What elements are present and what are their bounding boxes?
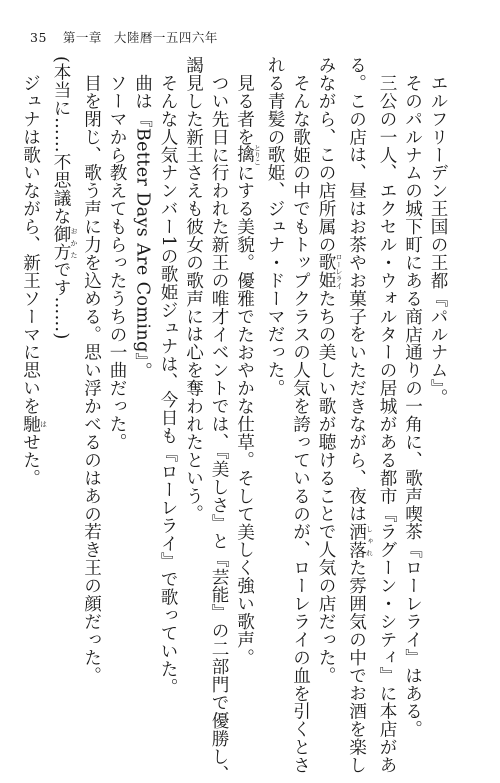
text-line: れる青髪の歌姫、ジュナ・ドーマだった。 xyxy=(265,56,285,398)
text-segment: せた。 xyxy=(20,432,41,487)
text-segment: (本当に……不思議な xyxy=(51,56,71,225)
text-line: 三公の一人、エクセル・ウォルターの居城がある都市『ラグーン・シティ』に本店があ xyxy=(377,73,397,774)
ruby-base: 擒 xyxy=(234,143,255,165)
ruby-reading: しゃれ xyxy=(365,522,374,559)
text-line: そんな歌姫の中でもトップクラスの人気を誇っているのが、ローレライの血を引くとさ xyxy=(290,73,311,774)
ruby-reading: は xyxy=(39,414,48,433)
chapter-title: 大陸暦一五四六年 xyxy=(113,30,218,45)
text-line: 曲は『Better Days Are Coming』。 xyxy=(132,73,153,380)
text-segment: みながら、この店所属の xyxy=(316,56,336,254)
text-line xyxy=(48,56,79,696)
ruby-base: 洒落 xyxy=(346,522,367,559)
text-line: 謁見した新王さえも彼女の歌声には心を奪われたという。 xyxy=(183,56,204,523)
ruby-word xyxy=(51,224,78,261)
text-segment: たちの美しい歌が聴けることで人気の店だった。 xyxy=(316,289,336,685)
ruby-word xyxy=(20,414,48,433)
text-line xyxy=(313,56,344,696)
text-line xyxy=(343,56,374,775)
ruby-base: 御方 xyxy=(51,224,71,261)
ruby-base: 馳 xyxy=(20,414,41,433)
text-segment: る。この店は、昼はお茶やお菓子をいただきながら、夜は xyxy=(346,56,367,523)
text-segment: にする美貌。優雅でたおやかな仕草。そして美しく強い歌声。 xyxy=(234,163,255,666)
page-header xyxy=(30,28,218,46)
ruby-word xyxy=(346,522,374,559)
ruby-word xyxy=(234,143,262,165)
text-segment: ジュナは歌いながら、新王ソーマに思いを xyxy=(20,73,41,415)
text-line: つい先日に行われた新王の唯才イベントでは、『美しさ』と『芸能』の二部門で優勝し、 xyxy=(209,73,229,783)
ruby-base: 歌姫 xyxy=(316,253,336,290)
text-line: 目を閉じ、歌う声に力を込める。思い浮かべるのはあの若き王の顔だった。 xyxy=(81,73,102,684)
text-segment: です……) xyxy=(51,260,71,340)
text-line: そのパルナムの城下町にある商店通りの一角に、歌声喫茶『ローレライ』はある。 xyxy=(402,73,423,738)
text-line: エルフリーデン王国の王都『パルナム』。 xyxy=(428,73,448,406)
ruby-reading: ローレライ xyxy=(335,253,343,290)
text-line: そんな人気ナンバー1の歌姫ジュナは、今日も『ローレライ』で歌っていた。 xyxy=(158,73,178,696)
ruby-reading: おかた xyxy=(70,224,78,261)
text-segment: た雰囲気の中でお酒を楽し xyxy=(346,558,367,775)
text-line xyxy=(231,56,262,696)
vertical-text-body xyxy=(17,56,450,783)
text-line: ソーマから教えてもらったうちの一曲だった。 xyxy=(107,73,127,451)
text-line xyxy=(17,56,48,696)
ruby-word xyxy=(316,253,343,290)
text-segment: 見る者を xyxy=(234,73,255,146)
ruby-reading: とりこ xyxy=(253,143,262,165)
page-number: 35 xyxy=(30,30,47,45)
chapter-label: 第一章 xyxy=(62,30,102,45)
